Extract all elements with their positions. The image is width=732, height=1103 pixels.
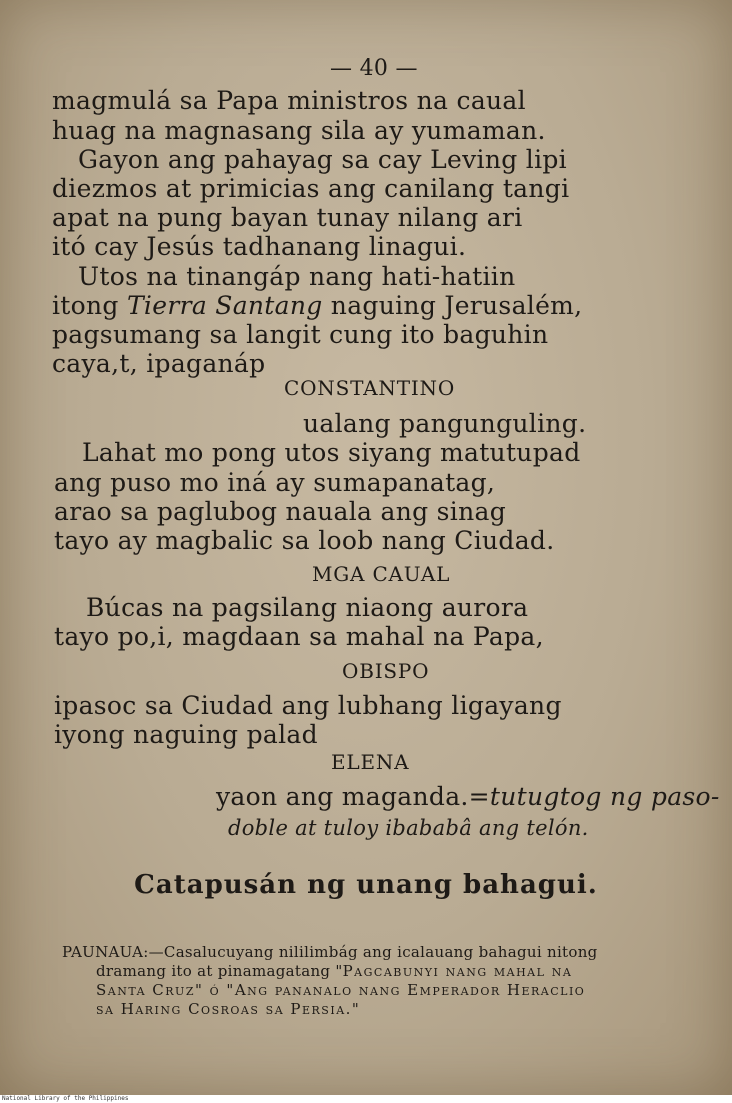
footer-strip	[0, 1095, 732, 1103]
verse-line: arao sa paglubog nauala ang sinag	[54, 497, 507, 526]
verse-line: magmulá sa Papa ministros na caual	[52, 86, 526, 115]
speaker-name: ELENA	[331, 750, 410, 774]
verse-line: Gayon ang pahayag sa cay Leving lipi	[78, 145, 567, 174]
speaker-name: CONSTANTINO	[284, 376, 456, 400]
verse-text: itong	[52, 291, 127, 320]
verse-line: Utos na tinangáp nang hati-hatiin	[78, 262, 516, 291]
note-smallcaps: Pagcabunyi nang mahal na	[342, 962, 573, 980]
verse-text: naguing Jerusalém,	[322, 291, 583, 320]
verse-line: ipasoc sa Ciudad ang lubhang ligayang	[54, 691, 562, 720]
verse-line: apat na pung bayan tunay nilang ari	[52, 203, 523, 232]
verse-line: itó cay Jesús tadhanang linagui.	[52, 232, 467, 261]
verse-line: Lahat mo pong utos siyang matutupad	[82, 438, 581, 467]
section-heading: Catapusán ng unang bahagui.	[134, 870, 598, 900]
speaker-name: MGA CAUAL	[312, 562, 451, 586]
verse-line: pagsumang sa langit cung ito baguhin	[52, 320, 549, 349]
speaker-name: OBISPO	[342, 659, 430, 683]
verse-line: diezmos at primicias ang canilang tangi	[52, 174, 570, 203]
verse-line: tayo ay magbalic sa loob nang Ciudad.	[54, 526, 555, 555]
stage-direction: doble at tuloy ibababâ ang telón.	[228, 816, 589, 840]
page-number: — 40 —	[330, 56, 418, 81]
verse-line: huag na magnasang sila ay yumaman.	[52, 116, 546, 145]
verse-line: iyong naguing palad	[54, 720, 318, 749]
verse-line: tayo po,i, magdaan sa mahal na Papa,	[54, 622, 544, 651]
note-line: sa Haring Cosroas sa Persia."	[96, 1000, 361, 1018]
verse-line: caya,t, ipaganáp	[52, 349, 266, 378]
verse-italic: Tierra Santang	[126, 291, 323, 320]
note-line: Santa Cruz" ó "Ang pananalo nang Emperador Heraclio	[96, 981, 586, 999]
note-line	[96, 962, 572, 981]
note-line: PAUNAUA:—Casalucuyang nililimbág ang icalauang bahagui nitong	[62, 943, 598, 961]
verse-line	[216, 782, 720, 812]
verse-line: Búcas na pagsilang niaong aurora	[86, 593, 529, 622]
note-text: dramang ito at pinamagatang "	[96, 962, 343, 980]
footer-credit: National Library of the Philippines	[2, 1095, 129, 1102]
verse-text: yaon ang maganda.	[216, 782, 469, 811]
verse-line: ang puso mo iná ay sumapanatag,	[54, 468, 496, 497]
stage-direction: =tutugtog ng paso-	[468, 782, 720, 811]
verse-line: ualang pangunguling.	[303, 409, 587, 438]
verse-line	[52, 291, 582, 321]
